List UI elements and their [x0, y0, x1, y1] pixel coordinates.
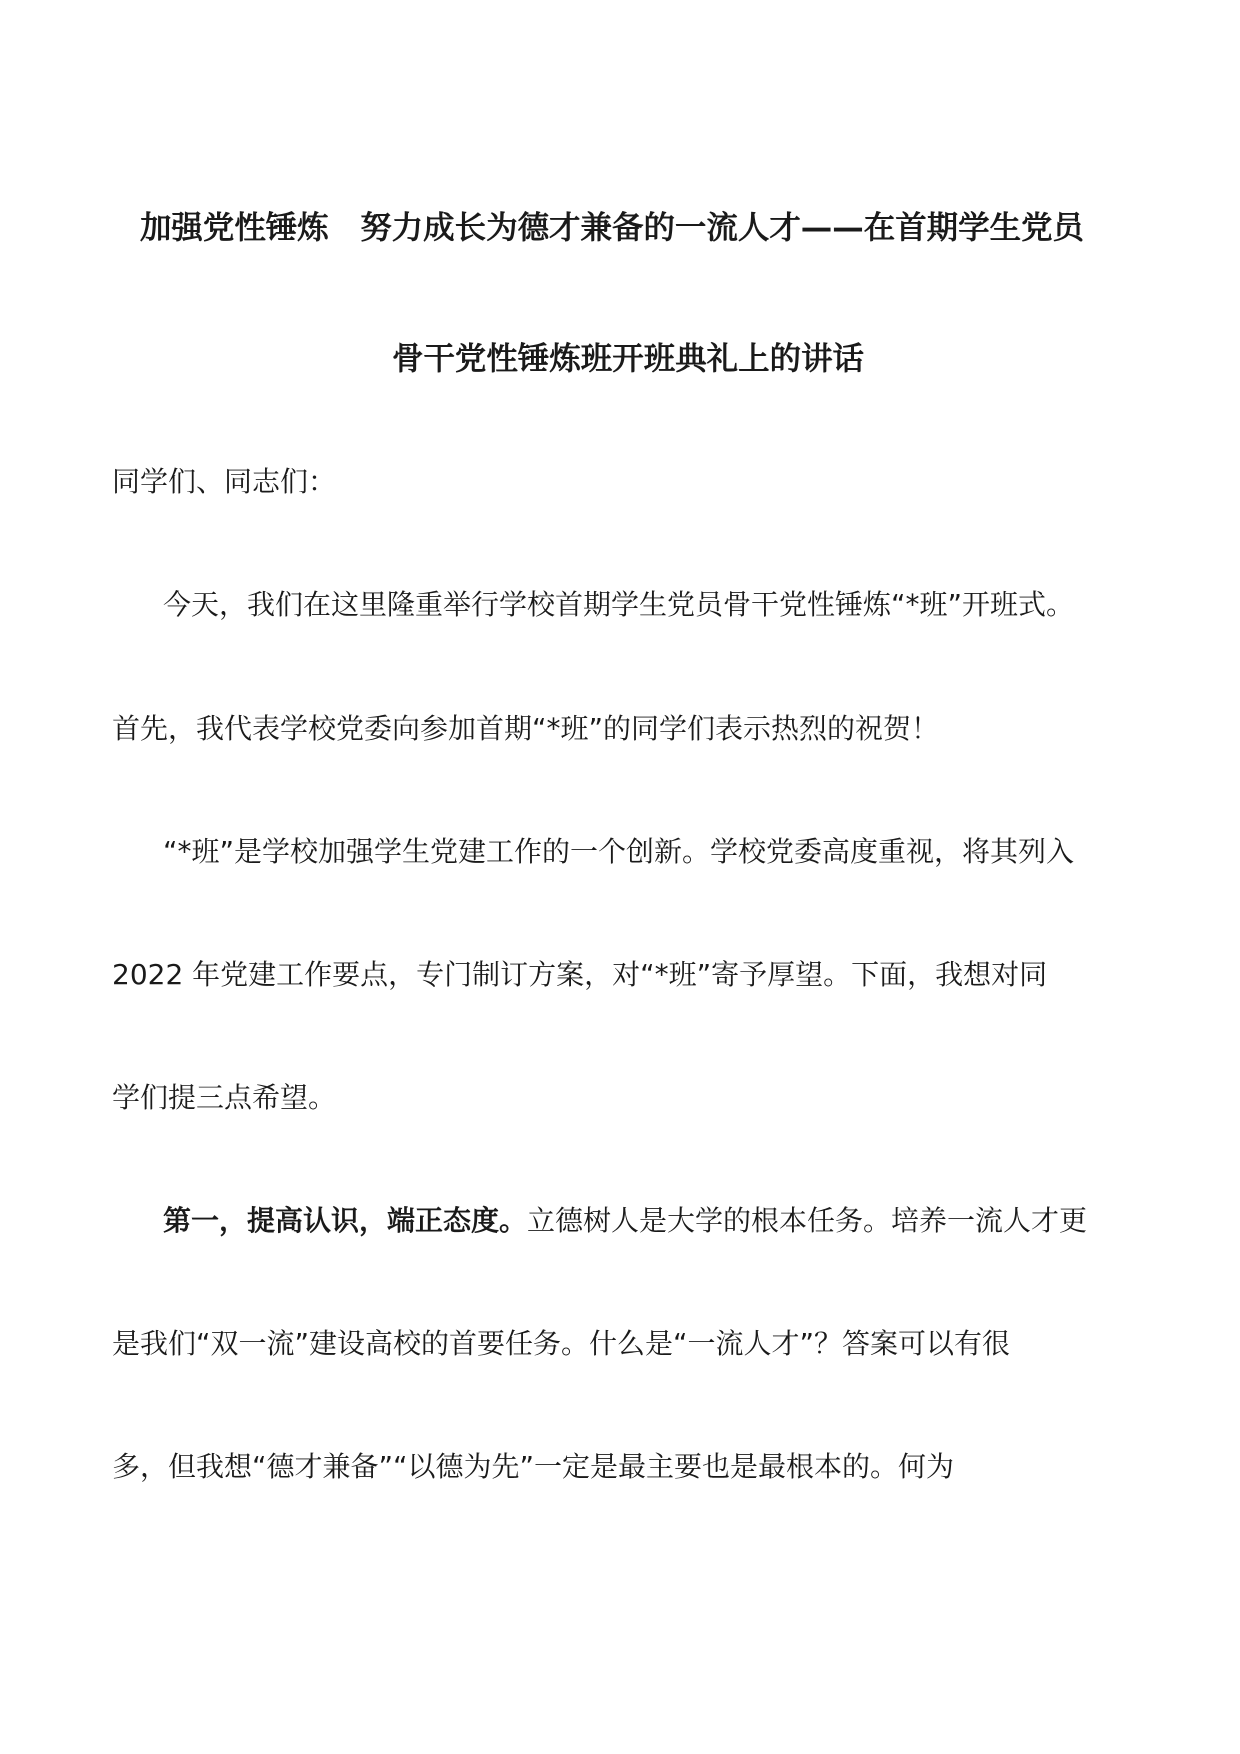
- document-title-line-1: 加强党性锤炼 努力成长为德才兼备的一流人才——在首期学生党员: [139, 210, 1085, 246]
- body-line: 首先，我代表学校党委向参加首期“*班”的同学们表示热烈的祝贺！: [112, 712, 940, 745]
- body-line: 2022 年党建工作要点，专门制订方案，对“*班”寄予厚望。下面，我想对同: [112, 958, 1048, 991]
- body-line: 今天，我们在这里隆重举行学校首期学生党员骨干党性锤炼“*班”开班式。: [163, 588, 1075, 621]
- point-one-text: 立德树人是大学的根本任务。培养一流人才更: [527, 1204, 1088, 1237]
- salutation: 同学们、同志们：: [112, 465, 337, 498]
- body-line: 学们提三点希望。: [112, 1081, 337, 1114]
- document-title-line-2: 骨干党性锤炼班开班典礼上的讲话: [391, 341, 865, 377]
- point-one-line: [163, 1203, 1087, 1239]
- body-line: “*班”是学校加强学生党建工作的一个创新。学校党委高度重视，将其列入: [163, 835, 1075, 868]
- point-one-heading: 第一，提高认识，端正态度。: [163, 1204, 528, 1237]
- body-line: 是我们“双一流”建设高校的首要任务。什么是“一流人才”？答案可以有很: [112, 1327, 1011, 1360]
- body-line: 多，但我想“德才兼备”“以德为先”一定是最主要也是最根本的。何为: [112, 1450, 955, 1483]
